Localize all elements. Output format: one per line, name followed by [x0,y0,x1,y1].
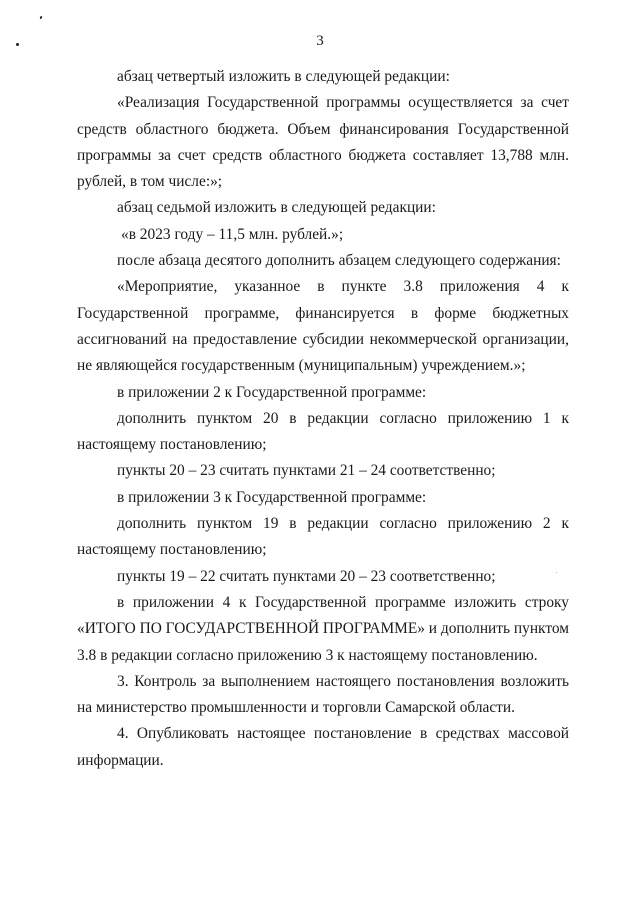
paragraph: дополнить пунктом 19 в редакции согласно приложению 2 к настоящему постановлению; [77,515,569,559]
paragraph: «в 2023 году – 11,5 млн. рублей.»; [121,225,344,243]
paragraph: «Реализация Государственной программы осуществляется за счет средств областного бюджета. Объем финансирования Государственной программы за счет средств областного бюджета составляет 13,788 млн. рублей, в том числе:»; [77,94,569,191]
paragraph: пункты 20 – 23 считать пунктами 21 – 24 соответственно; [117,462,496,480]
paragraph: в приложении 4 к Государственной программе изложить строку «ИТОГО ПО ГОСУДАРСТВЕННОЙ ПРОГРАММЕ» и дополнить пунктом 3.8 в редакции согласно приложению 3 к настоящему постановлению. [77,593,569,664]
paragraph: дополнить пунктом 20 в редакции согласно приложению 1 к настоящему постановлению; [77,409,569,454]
paragraph: 3. Контроль за выполнением настоящего постановления возложить на министерство промышленности и торговли Самарской области. [77,672,569,717]
paragraph: абзац четвертый изложить в следующей редакции: [117,68,450,85]
scan-speck [39,16,42,20]
paragraph: в приложении 2 к Государственной программе: [117,383,427,401]
paragraph: после абзаца десятого дополнить абзацем следующего содержания: [117,252,561,270]
paragraph: «Мероприятие, указанное в пункте 3.8 приложения 4 к Государственной программе, финансируется в форме бюджетных ассигнований на предоставление субсидии некоммерческой организации, не являющейся государственным (муниципальным) учреждением.»; [77,278,569,375]
paragraph: 4. Опубликовать настоящее постановление в средствах массовой информации. [77,725,569,769]
paragraph: в приложении 3 к Государственной программе: [117,488,427,506]
paragraph: пункты 19 – 22 считать пунктами 20 – 23 соответственно; [117,567,496,585]
paragraph: абзац седьмой изложить в следующей редакции: [117,199,436,217]
document-body [77,64,569,774]
page-number: 3 [316,33,324,49]
